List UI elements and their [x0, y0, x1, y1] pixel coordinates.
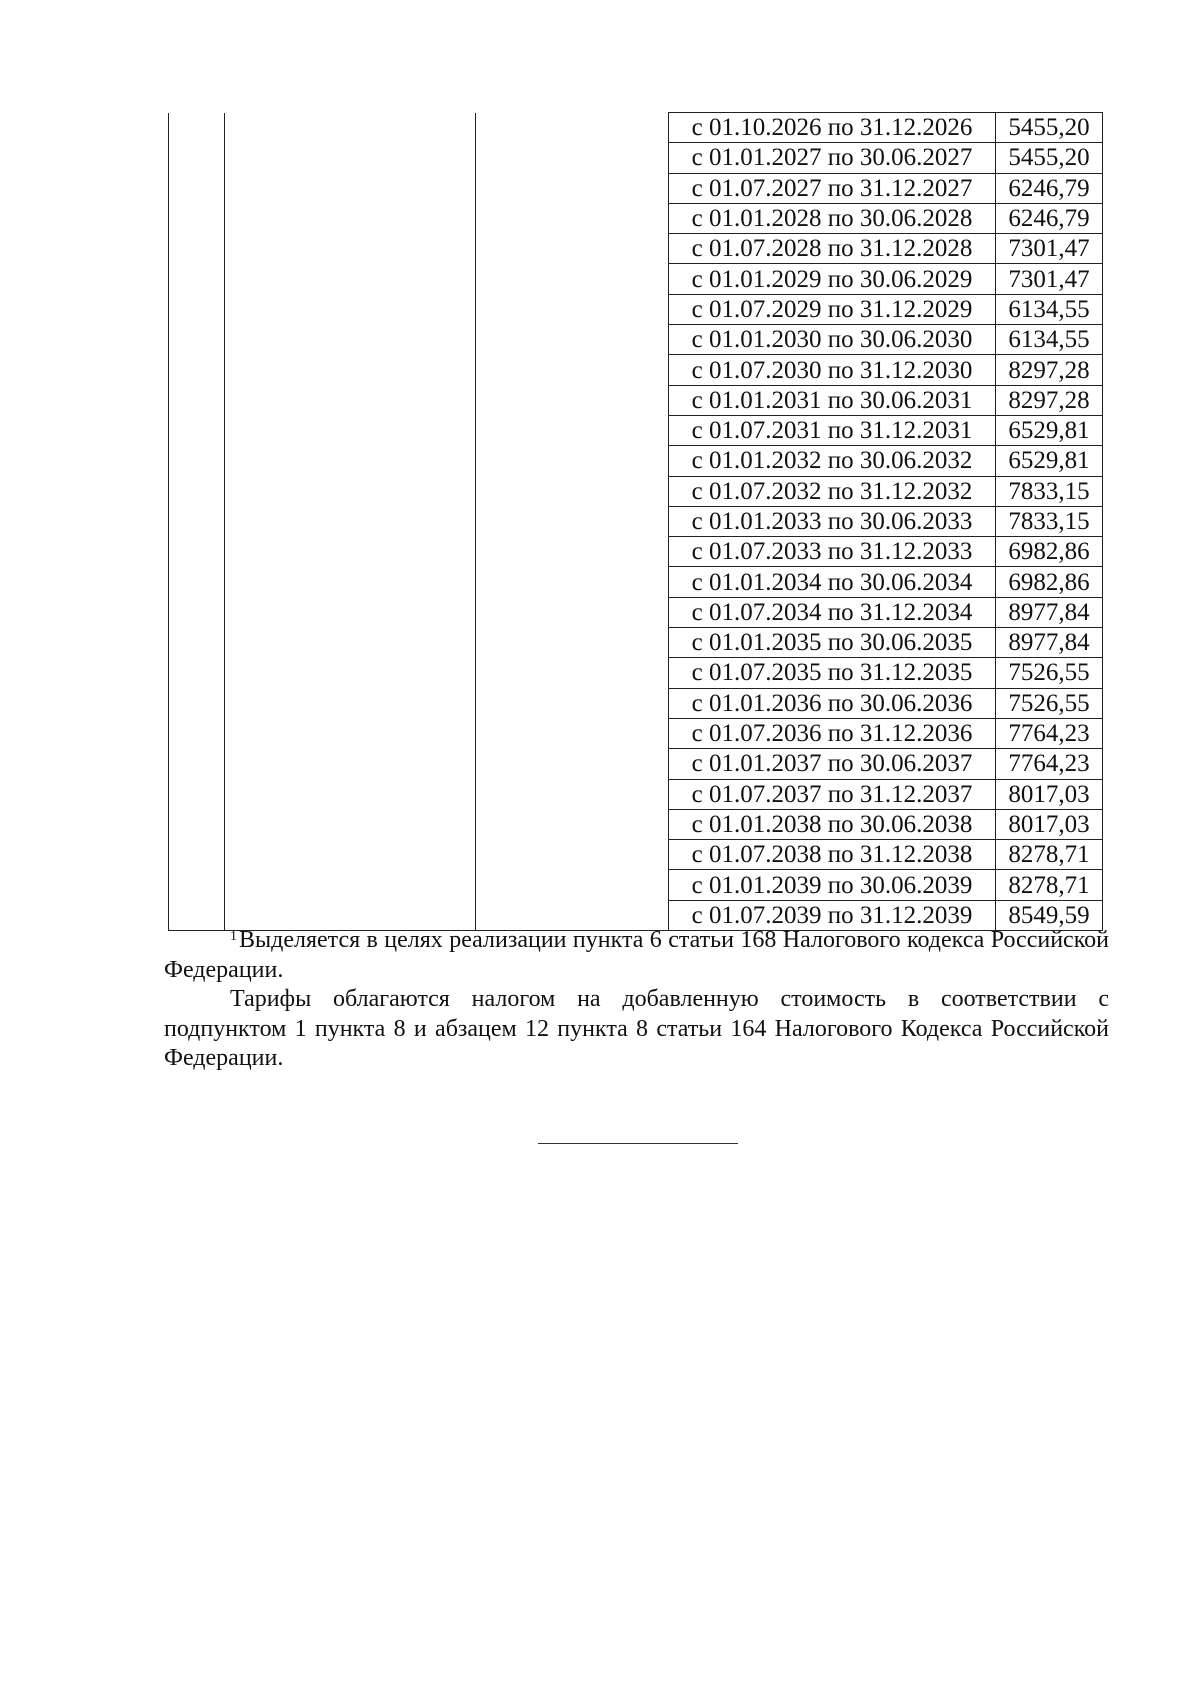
period-cell: с 01.07.2028 по 31.12.2028: [669, 234, 996, 264]
period-cell: с 01.01.2035 по 30.06.2035: [669, 628, 996, 658]
empty-column-cell: [225, 840, 476, 870]
empty-column-cell: [225, 173, 476, 203]
empty-column-cell: [169, 567, 225, 597]
footnote-paragraph: [164, 926, 1109, 985]
empty-column-cell: [225, 870, 476, 900]
empty-column-cell: [169, 840, 225, 870]
empty-column-cell: [169, 113, 225, 143]
empty-column-cell: [225, 537, 476, 567]
table-row: [169, 113, 1103, 143]
tariff-table: [168, 112, 1103, 931]
period-cell: с 01.01.2028 по 30.06.2028: [669, 203, 996, 233]
tariff-value-cell: 8297,28: [996, 355, 1103, 385]
tariff-value-cell: 8017,03: [996, 809, 1103, 839]
period-cell: с 01.07.2035 по 31.12.2035: [669, 658, 996, 688]
empty-column-cell: [476, 234, 669, 264]
table-row: [169, 688, 1103, 718]
empty-column-cell: [476, 718, 669, 748]
empty-column-cell: [225, 809, 476, 839]
table-row: [169, 446, 1103, 476]
empty-column-cell: [169, 688, 225, 718]
empty-column-cell: [169, 385, 225, 415]
empty-column-cell: [169, 476, 225, 506]
empty-column-cell: [476, 779, 669, 809]
empty-column-cell: [476, 446, 669, 476]
period-cell: с 01.01.2029 по 30.06.2029: [669, 264, 996, 294]
footnotes: [164, 926, 1109, 1074]
empty-column-cell: [476, 294, 669, 324]
empty-column-cell: [476, 628, 669, 658]
table-row: [169, 809, 1103, 839]
period-cell: с 01.01.2033 по 30.06.2033: [669, 506, 996, 536]
table-row: [169, 476, 1103, 506]
empty-column-cell: [476, 415, 669, 445]
period-cell: с 01.07.2030 по 31.12.2030: [669, 355, 996, 385]
tariff-value-cell: 6529,81: [996, 446, 1103, 476]
empty-column-cell: [225, 718, 476, 748]
empty-column-cell: [225, 113, 476, 143]
empty-column-cell: [169, 173, 225, 203]
empty-column-cell: [169, 870, 225, 900]
tariff-value-cell: 6134,55: [996, 325, 1103, 355]
empty-column-cell: [169, 203, 225, 233]
empty-column-cell: [169, 809, 225, 839]
empty-column-cell: [169, 325, 225, 355]
tariff-value-cell: 6982,86: [996, 567, 1103, 597]
table-row: [169, 385, 1103, 415]
tariff-value-cell: 7764,23: [996, 718, 1103, 748]
tariff-value-cell: 6246,79: [996, 203, 1103, 233]
period-cell: с 01.07.2034 по 31.12.2034: [669, 597, 996, 627]
empty-column-cell: [476, 143, 669, 173]
period-cell: с 01.01.2030 по 30.06.2030: [669, 325, 996, 355]
vat-note-paragraph: Тарифы облагаются налогом на добавленную стоимость в соответствии с подпунктом 1 пункта 8 и абзацем 12 пункта 8 статьи 164 Налогового Кодекса Российской Федерации.: [164, 986, 1109, 1071]
period-cell: с 01.07.2027 по 31.12.2027: [669, 173, 996, 203]
empty-column-cell: [476, 870, 669, 900]
tariff-value-cell: 7301,47: [996, 234, 1103, 264]
empty-column-cell: [169, 779, 225, 809]
empty-column-cell: [225, 385, 476, 415]
empty-column-cell: [476, 658, 669, 688]
end-of-document-rule: [538, 1143, 738, 1144]
tariff-value-cell: 8977,84: [996, 597, 1103, 627]
empty-column-cell: [169, 143, 225, 173]
empty-column-cell: [169, 294, 225, 324]
empty-column-cell: [225, 446, 476, 476]
tariff-value-cell: 6246,79: [996, 173, 1103, 203]
period-cell: с 01.07.2032 по 31.12.2032: [669, 476, 996, 506]
empty-column-cell: [169, 446, 225, 476]
empty-column-cell: [225, 567, 476, 597]
tariff-table-body: [169, 113, 1103, 931]
tariff-value-cell: 8549,59: [996, 900, 1103, 930]
empty-column-cell: [476, 355, 669, 385]
table-row: [169, 870, 1103, 900]
period-cell: с 01.01.2027 по 30.06.2027: [669, 143, 996, 173]
period-cell: с 01.07.2039 по 31.12.2039: [669, 900, 996, 930]
empty-column-cell: [225, 779, 476, 809]
empty-column-cell: [476, 597, 669, 627]
empty-column-cell: [476, 325, 669, 355]
tariff-value-cell: 8017,03: [996, 779, 1103, 809]
empty-column-cell: [476, 476, 669, 506]
table-row: [169, 203, 1103, 233]
empty-column-cell: [476, 688, 669, 718]
empty-column-cell: [476, 749, 669, 779]
empty-column-cell: [225, 658, 476, 688]
table-row: [169, 567, 1103, 597]
table-row: [169, 506, 1103, 536]
period-cell: с 01.07.2036 по 31.12.2036: [669, 718, 996, 748]
table-row: [169, 294, 1103, 324]
period-cell: с 01.01.2037 по 30.06.2037: [669, 749, 996, 779]
tariff-value-cell: 7833,15: [996, 506, 1103, 536]
tariff-value-cell: 8977,84: [996, 628, 1103, 658]
empty-column-cell: [225, 749, 476, 779]
period-cell: с 01.07.2031 по 31.12.2031: [669, 415, 996, 445]
table-row: [169, 537, 1103, 567]
empty-column-cell: [225, 203, 476, 233]
period-cell: с 01.01.2036 по 30.06.2036: [669, 688, 996, 718]
empty-column-cell: [476, 173, 669, 203]
empty-column-cell: [476, 567, 669, 597]
empty-column-cell: [225, 234, 476, 264]
empty-column-cell: [225, 415, 476, 445]
period-cell: с 01.01.2038 по 30.06.2038: [669, 809, 996, 839]
empty-column-cell: [169, 506, 225, 536]
tariff-value-cell: 8278,71: [996, 870, 1103, 900]
period-cell: с 01.01.2031 по 30.06.2031: [669, 385, 996, 415]
empty-column-cell: [476, 506, 669, 536]
table-row: [169, 325, 1103, 355]
table-row: [169, 597, 1103, 627]
table-row: [169, 718, 1103, 748]
empty-column-cell: [169, 658, 225, 688]
empty-column-cell: [225, 325, 476, 355]
empty-column-cell: [476, 264, 669, 294]
empty-column-cell: [225, 628, 476, 658]
empty-column-cell: [169, 537, 225, 567]
table-row: [169, 264, 1103, 294]
tariff-value-cell: 6134,55: [996, 294, 1103, 324]
empty-column-cell: [225, 294, 476, 324]
empty-column-cell: [169, 415, 225, 445]
period-cell: с 01.07.2038 по 31.12.2038: [669, 840, 996, 870]
table-row: [169, 658, 1103, 688]
empty-column-cell: [476, 840, 669, 870]
period-cell: с 01.10.2026 по 31.12.2026: [669, 113, 996, 143]
empty-column-cell: [169, 718, 225, 748]
table-row: [169, 415, 1103, 445]
tariff-value-cell: 7526,55: [996, 688, 1103, 718]
empty-column-cell: [169, 234, 225, 264]
empty-column-cell: [225, 143, 476, 173]
empty-column-cell: [225, 597, 476, 627]
tariff-value-cell: 5455,20: [996, 113, 1103, 143]
tariff-value-cell: 7526,55: [996, 658, 1103, 688]
empty-column-cell: [225, 355, 476, 385]
empty-column-cell: [225, 506, 476, 536]
tariff-value-cell: 8297,28: [996, 385, 1103, 415]
tariff-value-cell: 6529,81: [996, 415, 1103, 445]
tariff-value-cell: 8278,71: [996, 840, 1103, 870]
tariff-value-cell: 7764,23: [996, 749, 1103, 779]
table-row: [169, 143, 1103, 173]
tariff-value-cell: 6982,86: [996, 537, 1103, 567]
period-cell: с 01.07.2037 по 31.12.2037: [669, 779, 996, 809]
empty-column-cell: [225, 688, 476, 718]
empty-column-cell: [225, 264, 476, 294]
empty-column-cell: [225, 476, 476, 506]
table-row: [169, 234, 1103, 264]
empty-column-cell: [169, 597, 225, 627]
tariff-value-cell: 7833,15: [996, 476, 1103, 506]
empty-column-cell: [476, 113, 669, 143]
empty-column-cell: [476, 203, 669, 233]
table-row: [169, 628, 1103, 658]
table-row: [169, 173, 1103, 203]
period-cell: с 01.01.2039 по 30.06.2039: [669, 870, 996, 900]
table-row: [169, 355, 1103, 385]
empty-column-cell: [476, 537, 669, 567]
empty-column-cell: [169, 264, 225, 294]
period-cell: с 01.01.2032 по 30.06.2032: [669, 446, 996, 476]
period-cell: с 01.07.2029 по 31.12.2029: [669, 294, 996, 324]
period-cell: с 01.01.2034 по 30.06.2034: [669, 567, 996, 597]
empty-column-cell: [476, 809, 669, 839]
footnote-text: Выделяется в целях реализации пункта 6 статьи 168 Налогового кодекса Российской Федерации.: [164, 927, 1109, 983]
empty-column-cell: [169, 355, 225, 385]
tariff-value-cell: 7301,47: [996, 264, 1103, 294]
footnote-marker: 1: [230, 929, 237, 944]
empty-column-cell: [169, 749, 225, 779]
period-cell: с 01.07.2033 по 31.12.2033: [669, 537, 996, 567]
empty-column-cell: [169, 628, 225, 658]
tariff-value-cell: 5455,20: [996, 143, 1103, 173]
table-row: [169, 749, 1103, 779]
table-row: [169, 779, 1103, 809]
empty-column-cell: [476, 385, 669, 415]
table-row: [169, 840, 1103, 870]
